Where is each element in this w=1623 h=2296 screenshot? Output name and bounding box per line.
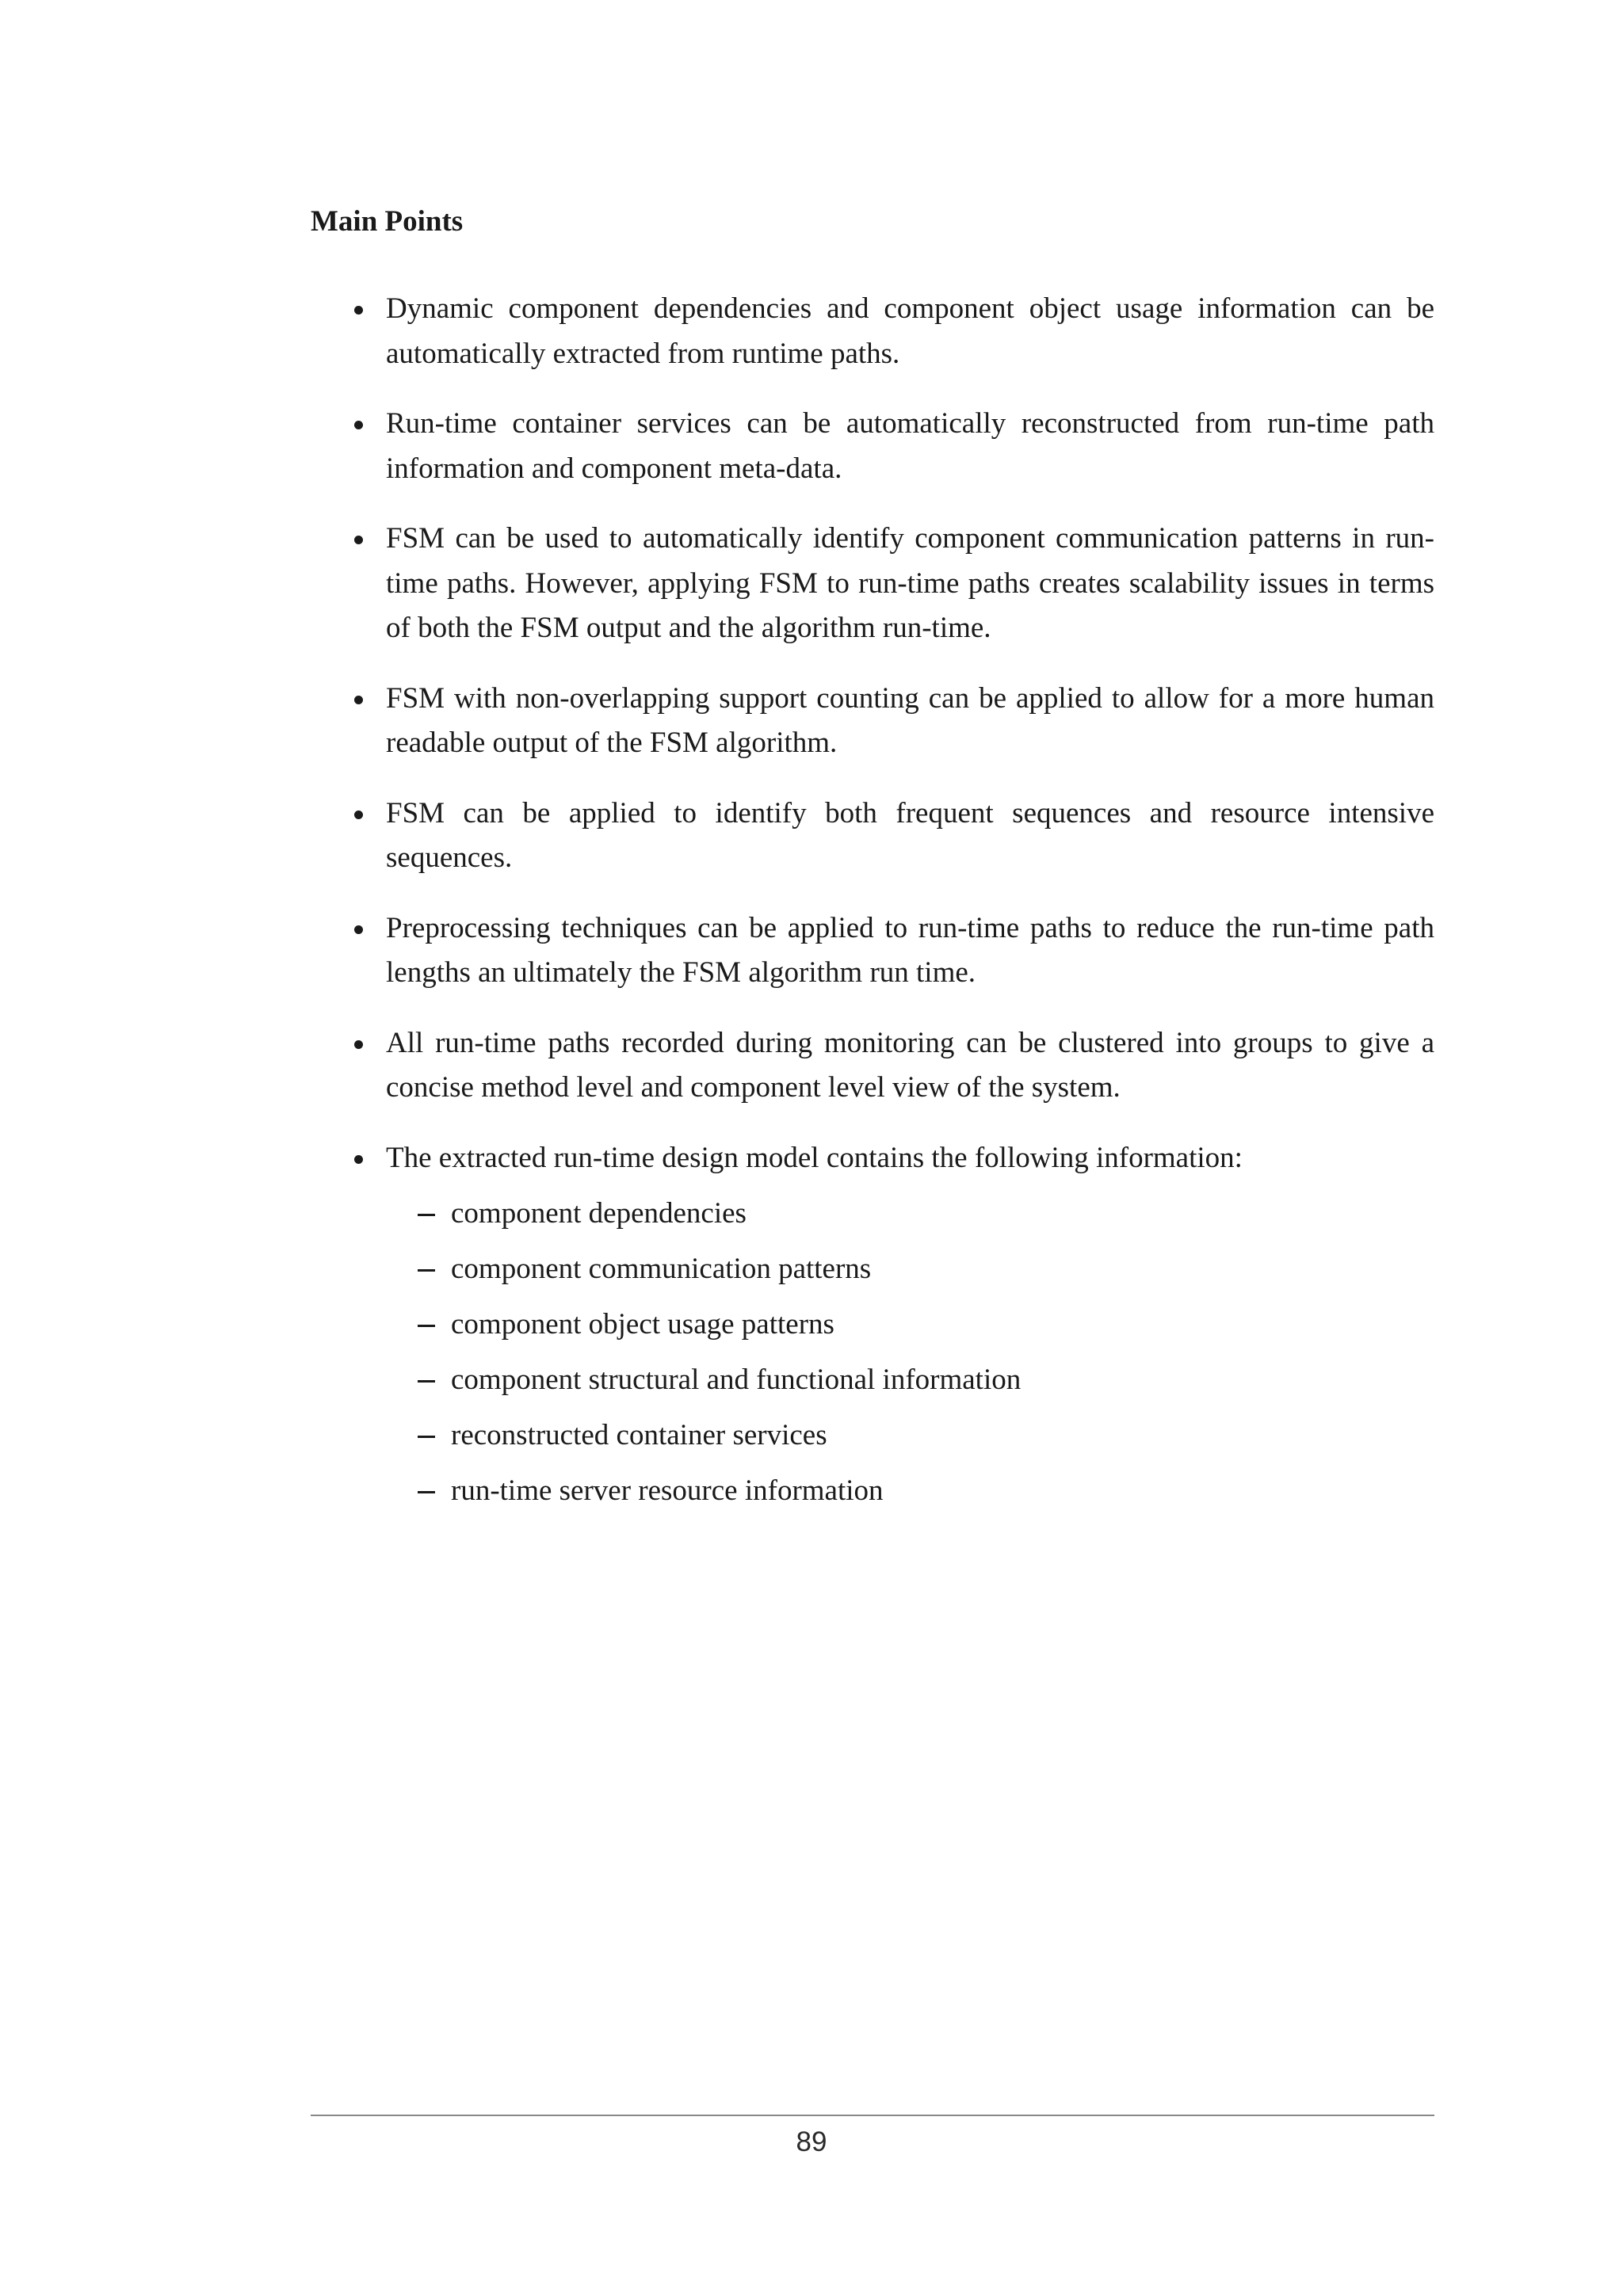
list-item-text: FSM can be applied to identify both frequent sequences and resource intensive sequences.: [386, 796, 1434, 874]
bullet-icon: [354, 810, 363, 819]
sub-list-item-text: reconstructed container services: [451, 1419, 827, 1451]
bullet-icon: [354, 536, 363, 544]
list-item: [353, 677, 1434, 766]
page-number: 89: [796, 2126, 827, 2157]
bullet-icon: [354, 1155, 363, 1164]
sub-list: [386, 1192, 1434, 1513]
list-item: [353, 1021, 1434, 1111]
list-item-text: Preprocessing techniques can be applied to run-time paths to reduce the run-time path lengths an ultimately the FSM algorithm run time.: [386, 911, 1434, 989]
sub-list-item-text: component object usage patterns: [451, 1308, 834, 1341]
sub-list-item: [418, 1358, 1434, 1402]
list-item-text: All run-time paths recorded during monitoring can be clustered into groups to give a concise method level and component level view of the system.: [386, 1026, 1434, 1104]
list-item-text: The extracted run-time design model contains the following information:: [386, 1141, 1243, 1174]
dash-icon: [418, 1380, 435, 1383]
list-item-text: Dynamic component dependencies and component object usage information can be automatically extracted from runtime paths.: [386, 292, 1434, 370]
list-item: [353, 791, 1434, 881]
bullet-icon: [354, 306, 363, 315]
sub-list-item: [418, 1192, 1434, 1236]
main-points-list: [353, 287, 1434, 1539]
list-item: [353, 402, 1434, 491]
sub-list-item: [418, 1413, 1434, 1458]
dash-icon: [418, 1436, 435, 1438]
sub-list-item: [418, 1302, 1434, 1347]
sub-list-item-text: component dependencies: [451, 1197, 747, 1230]
list-item: [353, 517, 1434, 651]
sub-list-item: [418, 1247, 1434, 1291]
list-item: [353, 287, 1434, 376]
list-item: [353, 906, 1434, 996]
dash-icon: [418, 1325, 435, 1327]
dash-icon: [418, 1269, 435, 1272]
bullet-icon: [354, 925, 363, 934]
sub-list-item-text: component communication patterns: [451, 1253, 872, 1285]
sub-list-item-text: component structural and functional information: [451, 1363, 1022, 1396]
bullet-icon: [354, 1040, 363, 1049]
list-item: [353, 1136, 1434, 1514]
sub-list-item-text: run-time server resource information: [451, 1474, 884, 1507]
footer-divider: [311, 2115, 1434, 2116]
bullet-icon: [354, 696, 363, 704]
dash-icon: [418, 1491, 435, 1493]
section-heading: Main Points: [311, 205, 464, 238]
list-item-text: FSM with non-overlapping support counting can be applied to allow for a more human readable output of the FSM algorithm.: [386, 681, 1434, 759]
list-item-text: FSM can be used to automatically identify component communication patterns in run-time paths. However, applying FSM to run-time paths creates scalability issues in terms of both the FSM output and the algorithm run-time.: [386, 522, 1434, 644]
sub-list-item: [418, 1469, 1434, 1513]
bullet-icon: [354, 421, 363, 429]
list-item-text: Run-time container services can be automatically reconstructed from run-time path information and component meta-data.: [386, 407, 1434, 485]
dash-icon: [418, 1214, 435, 1216]
